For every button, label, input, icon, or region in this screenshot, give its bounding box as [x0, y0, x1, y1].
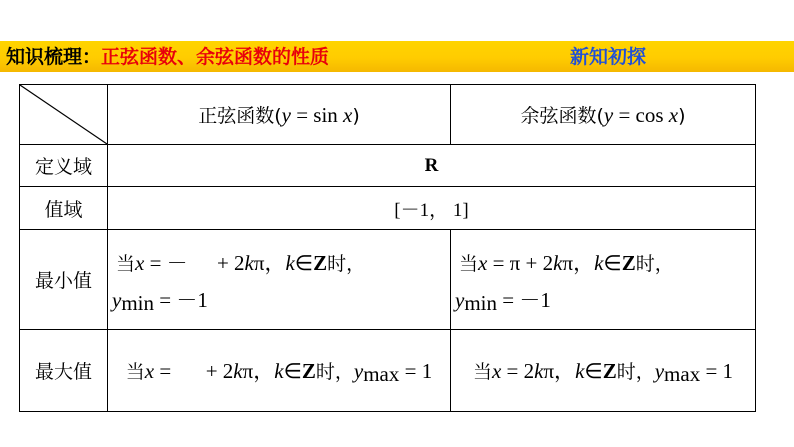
- min-cos-pi: π，: [562, 251, 595, 275]
- header-cos-label: 余弦函数(: [520, 105, 604, 127]
- min-cos-cell: [451, 230, 756, 330]
- max-sin-cell: [108, 330, 451, 412]
- min-cos-val: = －1: [497, 288, 551, 312]
- header-sin: [108, 85, 451, 145]
- header-cos-fn: y: [603, 103, 614, 127]
- min-sin-cell: [108, 230, 451, 330]
- row-label-max: 最大值: [20, 330, 108, 412]
- min-sin-line2: [108, 284, 450, 316]
- min-sin-x: x: [135, 251, 145, 275]
- header-sin-fn: y: [281, 103, 291, 127]
- max-sin-in: ∈: [283, 358, 302, 383]
- max-sin-pi: π，: [242, 358, 275, 383]
- min-cos-Z: Z: [621, 251, 636, 275]
- min-sin-line1: [108, 243, 450, 284]
- max-sin-val: = 1: [399, 358, 433, 383]
- min-sin-in: ∈: [294, 251, 314, 275]
- max-cos-eq: = 2: [501, 358, 535, 383]
- min-sin-y: y: [112, 288, 122, 312]
- range-value: [－1， 1]: [108, 187, 756, 230]
- max-sin-Z: Z: [301, 358, 316, 383]
- properties-table: [19, 84, 756, 412]
- max-cos-pi: π，: [543, 358, 576, 383]
- max-cos-y: y: [654, 358, 665, 383]
- max-cos-val: = 1: [700, 358, 734, 383]
- max-sin-sub: max: [363, 361, 400, 386]
- min-sin-k: k: [244, 251, 254, 275]
- header-sin-close: ): [352, 105, 360, 127]
- max-cos-sub: max: [664, 361, 701, 386]
- min-sin-k2: k: [285, 251, 295, 275]
- max-cos-k2: k: [575, 358, 585, 383]
- title-prefix: 知识梳理：: [6, 46, 102, 68]
- table-row-range: [20, 187, 756, 230]
- min-cos-k: k: [553, 251, 563, 275]
- max-cos-post: 时，: [616, 360, 655, 383]
- min-cos-k2: k: [594, 251, 604, 275]
- header-sin-eq: = sin: [290, 103, 344, 127]
- row-label-range: 值域: [20, 187, 108, 230]
- domain-value: R: [108, 145, 756, 187]
- header-cos-var: x: [668, 103, 679, 127]
- header-sin-var: x: [343, 103, 353, 127]
- max-sin-y: y: [353, 358, 364, 383]
- max-cos-k: k: [534, 358, 544, 383]
- max-cos-pre: 当: [472, 360, 492, 383]
- table-row-max: [20, 330, 756, 412]
- max-sin-k: k: [233, 358, 243, 383]
- diagonal-line: [20, 85, 107, 144]
- min-sin-Z: Z: [313, 251, 328, 275]
- header-cos-close: ): [678, 105, 686, 127]
- min-cos-eq: = π + 2: [487, 251, 554, 275]
- section-badge: 新知初探: [570, 46, 647, 68]
- min-sin-sub: min: [121, 291, 154, 315]
- min-sin-plus: + 2: [211, 251, 245, 275]
- min-cos-sub: min: [464, 291, 497, 315]
- min-cos-pre: 当: [459, 253, 479, 275]
- min-cos-x: x: [478, 251, 488, 275]
- min-sin-pi: π，: [253, 251, 286, 275]
- table-header-row: [20, 85, 756, 145]
- max-sin-post: 时，: [315, 360, 354, 383]
- header-sin-label: 正弦函数(: [198, 105, 282, 127]
- min-cos-line2: [451, 284, 755, 316]
- min-sin-val: = －1: [154, 288, 208, 312]
- max-sin-plus: + 2: [200, 358, 234, 383]
- min-sin-eq: = －: [144, 251, 188, 275]
- min-cos-in: ∈: [603, 251, 622, 275]
- page-title: [6, 44, 329, 70]
- row-label-domain: 定义域: [20, 145, 108, 187]
- max-cos-in: ∈: [584, 358, 603, 383]
- min-cos-line1: [451, 243, 755, 284]
- max-sin-x: x: [144, 358, 155, 383]
- min-cos-y: y: [455, 288, 465, 312]
- header-cos: [451, 85, 756, 145]
- max-sin-eq: =: [154, 358, 177, 383]
- min-sin-pre: 当: [116, 253, 136, 275]
- max-sin-pre: 当: [125, 360, 145, 383]
- table-row-domain: [20, 145, 756, 187]
- title-topic: 正弦函数、余弦函数的性质: [101, 46, 330, 68]
- max-cos-cell: [451, 330, 756, 412]
- min-cos-post: 时，: [635, 253, 674, 275]
- max-sin-k2: k: [274, 358, 284, 383]
- min-sin-post: 时，: [327, 253, 366, 275]
- row-label-min: 最小值: [20, 230, 108, 330]
- corner-cell: [20, 85, 108, 145]
- max-cos-Z: Z: [602, 358, 617, 383]
- max-cos-x: x: [491, 358, 502, 383]
- table-row-min: [20, 230, 756, 330]
- header-cos-eq: = cos: [613, 103, 669, 127]
